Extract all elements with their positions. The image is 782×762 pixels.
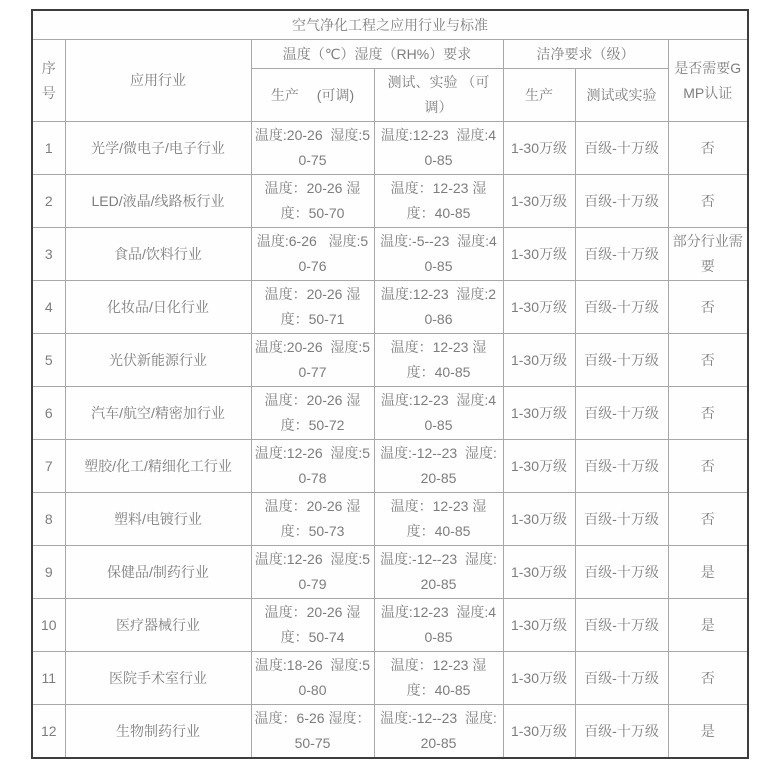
cell-clean-production: 1-30万级	[503, 705, 575, 759]
cell-production-range: 温度：6-26 湿度：50-75	[251, 705, 374, 759]
cell-industry: 生物制药行业	[65, 705, 251, 759]
cell-industry: LED/液晶/线路板行业	[65, 175, 251, 228]
cell-index: 11	[32, 652, 65, 705]
cell-clean-test: 百级-十万级	[575, 652, 668, 705]
cell-production-range: 温度：20-26 湿度：50-74	[251, 599, 374, 652]
cell-clean-production: 1-30万级	[503, 281, 575, 334]
cell-production-range: 温度：20-26 湿度：50-71	[251, 281, 374, 334]
cell-industry: 光伏新能源行业	[65, 334, 251, 387]
header-test-adjustable: 测试、实验 （可调）	[374, 69, 503, 122]
cell-test-range: 温度:12-23 湿度:40-85	[374, 122, 503, 175]
cell-index: 4	[32, 281, 65, 334]
table-row	[32, 334, 748, 387]
header-gmp: 是否需要GMP认证	[668, 40, 748, 122]
cell-index: 9	[32, 546, 65, 599]
header-industry: 应用行业	[65, 40, 251, 122]
header-production-adjustable: 生产 (可调)	[251, 69, 374, 122]
cell-gmp: 否	[668, 493, 748, 546]
cell-gmp: 是	[668, 546, 748, 599]
cell-index: 5	[32, 334, 65, 387]
cell-test-range: 温度:-12--23 湿度:20-85	[374, 705, 503, 759]
cell-test-range: 温度:12-23 湿度:20-86	[374, 281, 503, 334]
cell-index: 3	[32, 228, 65, 281]
cell-gmp: 否	[668, 175, 748, 228]
cell-test-range: 温度：12-23 湿度：40-85	[374, 652, 503, 705]
cell-index: 8	[32, 493, 65, 546]
cell-test-range: 温度:12-23 湿度:40-85	[374, 387, 503, 440]
cell-clean-test: 百级-十万级	[575, 440, 668, 493]
table-row	[32, 281, 748, 334]
cell-gmp: 是	[668, 705, 748, 759]
table-row	[32, 652, 748, 705]
cell-production-range: 温度：20-26 湿度：50-73	[251, 493, 374, 546]
cell-index: 1	[32, 122, 65, 175]
table-row	[32, 440, 748, 493]
cell-clean-production: 1-30万级	[503, 599, 575, 652]
table-row	[32, 122, 748, 175]
cell-gmp: 否	[668, 281, 748, 334]
air-purification-standards-table	[31, 9, 749, 759]
cell-test-range: 温度:12-23 湿度:40-85	[374, 599, 503, 652]
standards-table-container	[31, 9, 749, 759]
cell-clean-test: 百级-十万级	[575, 334, 668, 387]
table-row	[32, 705, 748, 759]
cell-clean-test: 百级-十万级	[575, 705, 668, 759]
cell-clean-production: 1-30万级	[503, 334, 575, 387]
table-row	[32, 493, 748, 546]
cell-production-range: 温度:6-26 湿度:50-76	[251, 228, 374, 281]
cell-industry: 塑胶/化工/精细化工行业	[65, 440, 251, 493]
cell-clean-test: 百级-十万级	[575, 281, 668, 334]
table-row	[32, 546, 748, 599]
table-row	[32, 175, 748, 228]
header-row-groups	[32, 40, 748, 69]
cell-gmp: 否	[668, 652, 748, 705]
cell-clean-test: 百级-十万级	[575, 546, 668, 599]
cell-test-range: 温度：12-23 湿度：40-85	[374, 493, 503, 546]
cell-index: 7	[32, 440, 65, 493]
cell-production-range: 温度:12-26 湿度:50-78	[251, 440, 374, 493]
cell-gmp: 否	[668, 122, 748, 175]
table-row	[32, 599, 748, 652]
cell-test-range: 温度：12-23 湿度：40-85	[374, 175, 503, 228]
cell-gmp: 否	[668, 440, 748, 493]
cell-clean-production: 1-30万级	[503, 493, 575, 546]
cell-test-range: 温度:-12--23 湿度:20-85	[374, 546, 503, 599]
header-index: 序号	[32, 40, 65, 122]
cell-clean-production: 1-30万级	[503, 387, 575, 440]
cell-index: 12	[32, 705, 65, 759]
cell-industry: 食品/饮料行业	[65, 228, 251, 281]
cell-test-range: 温度:-12--23 湿度:20-85	[374, 440, 503, 493]
cell-clean-production: 1-30万级	[503, 546, 575, 599]
cell-clean-production: 1-30万级	[503, 175, 575, 228]
cell-industry: 光学/微电子/电子行业	[65, 122, 251, 175]
cell-production-range: 温度:20-26 湿度:50-77	[251, 334, 374, 387]
cell-clean-test: 百级-十万级	[575, 228, 668, 281]
cell-clean-production: 1-30万级	[503, 652, 575, 705]
table-title-row	[32, 10, 748, 40]
cell-clean-production: 1-30万级	[503, 228, 575, 281]
cell-clean-test: 百级-十万级	[575, 493, 668, 546]
cell-industry: 汽车/航空/精密加行业	[65, 387, 251, 440]
header-temp-humidity-group: 温度（℃）湿度（RH%）要求	[251, 40, 503, 69]
cell-production-range: 温度:12-26 湿度:50-79	[251, 546, 374, 599]
cell-gmp: 否	[668, 334, 748, 387]
table-title: 空气净化工程之应用行业与标准	[32, 10, 748, 40]
cell-production-range: 温度:18-26 湿度:50-80	[251, 652, 374, 705]
cell-industry: 保健品/制药行业	[65, 546, 251, 599]
header-clean-test: 测试或实验	[575, 69, 668, 122]
cell-index: 10	[32, 599, 65, 652]
cell-industry: 医院手术室行业	[65, 652, 251, 705]
cell-clean-test: 百级-十万级	[575, 387, 668, 440]
header-clean-production: 生产	[503, 69, 575, 122]
cell-production-range: 温度：20-26 湿度：50-72	[251, 387, 374, 440]
cell-clean-test: 百级-十万级	[575, 122, 668, 175]
cell-index: 6	[32, 387, 65, 440]
cell-production-range: 温度:20-26 湿度:50-75	[251, 122, 374, 175]
cell-clean-test: 百级-十万级	[575, 599, 668, 652]
cell-gmp: 是	[668, 599, 748, 652]
cell-gmp: 否	[668, 387, 748, 440]
cell-clean-production: 1-30万级	[503, 440, 575, 493]
cell-industry: 医疗器械行业	[65, 599, 251, 652]
cell-index: 2	[32, 175, 65, 228]
table-row	[32, 387, 748, 440]
table-row	[32, 228, 748, 281]
cell-test-range: 温度:-5--23 湿度:40-85	[374, 228, 503, 281]
cell-gmp: 部分行业需要	[668, 228, 748, 281]
cell-clean-test: 百级-十万级	[575, 175, 668, 228]
cell-industry: 塑料/电镀行业	[65, 493, 251, 546]
cell-test-range: 温度：12-23 湿度：40-85	[374, 334, 503, 387]
header-cleanliness-group: 洁净要求（级）	[503, 40, 668, 69]
cell-industry: 化妆品/日化行业	[65, 281, 251, 334]
cell-clean-production: 1-30万级	[503, 122, 575, 175]
cell-production-range: 温度：20-26 湿度：50-70	[251, 175, 374, 228]
